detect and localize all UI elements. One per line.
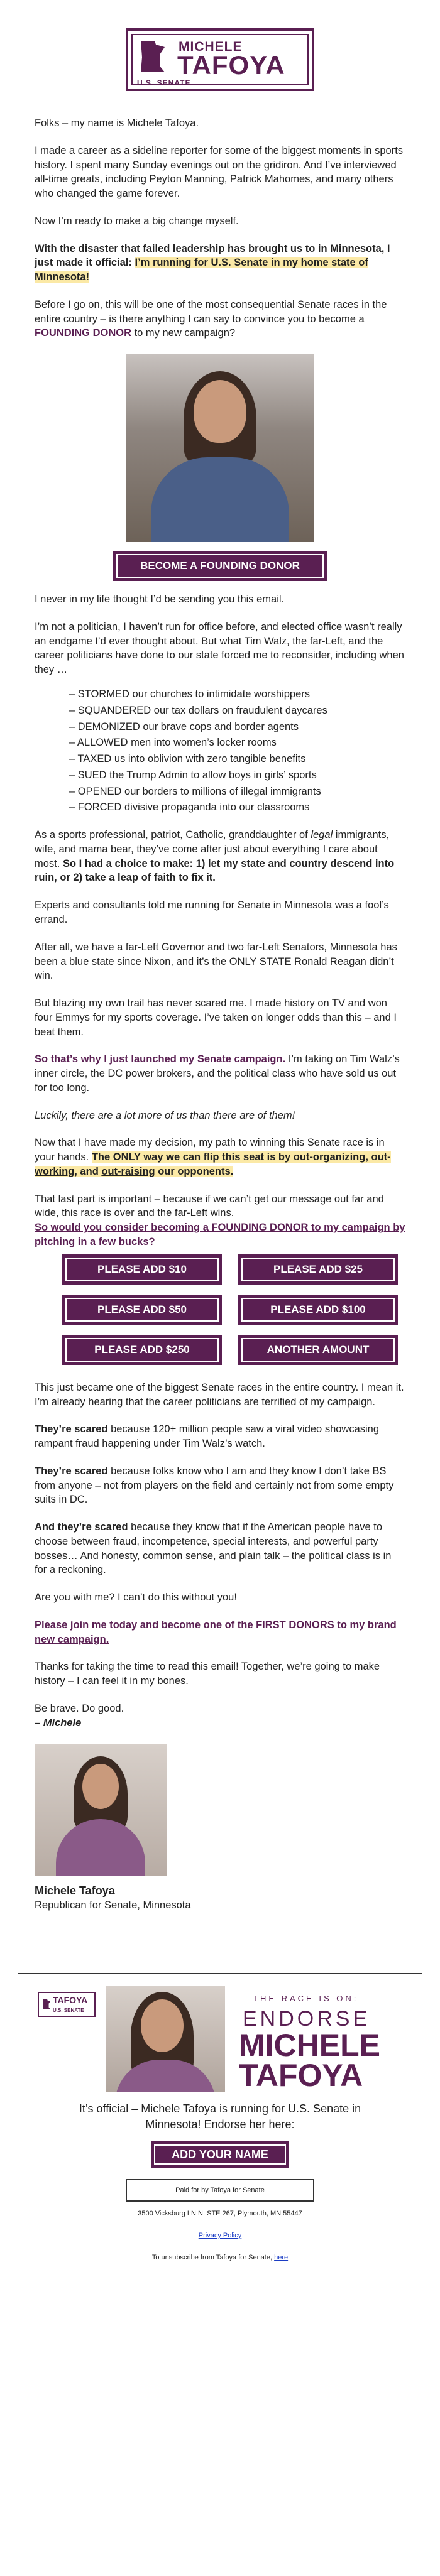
paragraph-choice: As a sports professional, patriot, Catholic, granddaughter of legal immigrants, wife, and mama bear, they’ve come after just about everything I care about most. So I had a choice to make: 1) let my state and country descend into ruin, or 2) take a leap of faith to fix it. [35, 829, 395, 884]
list-item: – OPENED our borders to millions of illegal immigrants [69, 785, 321, 797]
logo-first-name: MICHELE [179, 40, 243, 54]
paid-for-disclaimer: Paid for by Tafoya for Senate [126, 2179, 314, 2202]
add-your-name-button[interactable]: ADD YOUR NAME [151, 2141, 289, 2168]
paragraph-scared-1: They’re scared because 120+ million people saw a viral video showcasing rampant fraud happening under Tim Walz’s watch. [35, 1423, 380, 1450]
paragraph-scared-3: And they’re scared because they know that if the American people have to choose between fraud, incompetence, special interests, and powerful party bosses… And honesty, common sense, and plain talk – the political class is in for a reckoning. [35, 1521, 392, 1576]
list-item: – SQUANDERED our tax dollars on fraudulent daycares [69, 704, 327, 716]
signature-title: Republican for Senate, Minnesota [35, 1899, 191, 1911]
unsubscribe-line: To unsubscribe from Tafoya for Senate, here [151, 2254, 289, 2262]
paragraph-last-part: That last part is important – because if we can’t get our message out far and wide, this race is over and the far-Left wins. So would you consider becoming a FOUNDING DONOR to my campaign by pitching in a few bucks? [35, 1193, 405, 1247]
list-item: – STORMED our churches to intimidate worshippers [69, 688, 311, 700]
campaign-logo [126, 28, 314, 91]
paragraph-launch: So that’s why I just launched my Senate campaign. I’m taking on Tim Walz’s inner circle, the DC power brokers, and the political class who have sold us out for too long. [35, 1053, 400, 1094]
paragraph-change: Now I’m ready to make a big change myself. [35, 215, 239, 227]
paragraph-biggest-race: This just became one of the biggest Senate races in the entire country. I mean it. I’m already hearing that the career politicians are terrified of my campaign. [35, 1381, 404, 1408]
banner-endorse: ENDORSE [243, 2007, 371, 2031]
announcement-highlight: I’m running for U.S. Senate in my home state of Minnesota! [35, 257, 368, 283]
banner-photo [106, 1986, 225, 2092]
paragraph-path: Now that I have made my decision, my path to winning this Senate race is in your hands. The ONLY way we can flip this seat is by out-organizing, out-working, and out-raising our opponents. [35, 1137, 391, 1177]
banner-logo: TAFOYA U.S. SENATE [38, 1992, 96, 2017]
unsubscribe-link[interactable]: here [274, 2254, 289, 2262]
logo-subtitle: U.S. SENATE [137, 79, 191, 87]
donate-10-button[interactable]: PLEASE ADD $10 [62, 1254, 222, 1285]
list-item: – TAXED us into oblivion with zero tangible benefits [69, 753, 306, 765]
join-first-donors-link[interactable]: Please join me today and become one of the FIRST DONORS to my brand new campaign. [35, 1619, 397, 1645]
paragraph-scared-2: They’re scared because folks know who I am and they know I don’t take BS from anyone – not from players on the field and certainly not from some empty suits in DC. [35, 1465, 394, 1506]
donate-25-button[interactable]: PLEASE ADD $25 [238, 1254, 398, 1285]
signature-name: Michele Tafoya [35, 1884, 115, 1897]
list-item: – FORCED divisive propaganda into our classrooms [69, 802, 310, 813]
paragraph-with-me: Are you with me? I can’t do this without you! [35, 1592, 237, 1604]
donate-250-button[interactable]: PLEASE ADD $250 [62, 1335, 222, 1365]
paragraph-career: I made a career as a sideline reporter for some of the biggest moments in sports history. I spent many Sunday evenings out on the gridiron. And I’ve interviewed all-time greats, including Peyton Manning, Patrick Mahomes, and many others who changed the game forever. [35, 144, 404, 200]
endorse-banner[interactable] [31, 1986, 409, 2092]
founding-donor-link[interactable]: FOUNDING DONOR [35, 327, 131, 339]
privacy-policy-link[interactable]: Privacy Policy [198, 2231, 242, 2239]
paragraph-blue-state: After all, we have a far-Left Governor and two far-Left Senators, Minnesota has been a blue state since Nixon, and it’s the ONLY STATE Ronald Reagan didn’t win. [35, 941, 397, 982]
pitch-in-link[interactable]: So would you consider becoming a FOUNDING DONOR to my campaign by pitching in a few bucks? [35, 1222, 405, 1247]
logo-last-name: TAFOYA [177, 50, 285, 80]
donation-buttons [62, 1254, 405, 1365]
launch-campaign-link[interactable]: So that’s why I just launched my Senate campaign. [35, 1053, 286, 1065]
minnesota-state-icon [137, 38, 168, 76]
banner-kicker: THE RACE IS ON: [253, 1994, 359, 2004]
paragraph-luckily: Luckily, there are a lot more of us than there are of them! [35, 1109, 295, 1121]
become-founding-donor-button[interactable]: BECOME A FOUNDING DONOR [113, 551, 327, 581]
grievance-list [69, 687, 405, 815]
paragraph-sign-off: Be brave. Do good. – Michele [35, 1703, 124, 1729]
list-item: – SUED the Trump Admin to allow boys in girls’ sports [69, 769, 317, 781]
minnesota-state-icon [41, 1997, 52, 2012]
mailing-address: 3500 Vicksburg LN N. STE 267, Plymouth, MN 55447 [138, 2209, 302, 2217]
paragraph-join [35, 1618, 405, 1647]
footer-endorse-text: It’s official – Michele Tafoya is running for U.S. Senate in Minnesota! Endorse her here: [79, 2102, 361, 2131]
intro-paragraph: Folks – my name is Michele Tafoya. [35, 117, 199, 129]
candidate-photo[interactable] [126, 354, 314, 542]
paragraph-announcement [35, 242, 405, 285]
paragraph-founding-ask: Before I go on, this will be one of the most consequential Senate races in the entire country – is there anything I can say to convince you to become a FOUNDING DONOR to my new campaign? [35, 298, 387, 339]
paragraph-thanks: Thanks for taking the time to read this email! Together, we’re going to make history – I can feel it in my bones. [35, 1661, 380, 1687]
paragraph-never-thought: I never in my life thought I’d be sending you this email. [35, 594, 285, 606]
announcement-bold: With the disaster that failed leadership has brought us to in Minnesota, I just made it official: [35, 242, 390, 269]
signature-photo [35, 1744, 167, 1876]
email-body [0, 28, 440, 2263]
donate-50-button[interactable]: PLEASE ADD $50 [62, 1295, 222, 1325]
donate-other-button[interactable]: ANOTHER AMOUNT [238, 1335, 398, 1365]
footer-divider [18, 1973, 422, 1974]
list-item: – DEMONIZED our brave cops and border agents [69, 720, 299, 732]
paragraph-experts: Experts and consultants told me running for Senate in Minnesota was a fool’s errand. [35, 899, 389, 925]
banner-last-name: TAFOYA [239, 2058, 363, 2093]
banner-first-name: MICHELE [239, 2028, 380, 2063]
letter-content [0, 116, 440, 1913]
donate-100-button[interactable]: PLEASE ADD $100 [238, 1295, 398, 1325]
list-item: – ALLOWED men into women’s locker rooms [69, 737, 277, 749]
paragraph-not-politician: I’m not a politician, I haven’t run for office before, and elected office wasn’t really an endgame I’d ever thought about. But what Tim Walz, the far-Left, and the career politicians have done to our state forced me to reconsider, including when they … [35, 621, 404, 676]
paragraph-trail: But blazing my own trail has never scared me. I made history on TV and won four Emmys for my sports coverage. I’ve taken on longer odds than this – and I beat them. [35, 997, 397, 1038]
